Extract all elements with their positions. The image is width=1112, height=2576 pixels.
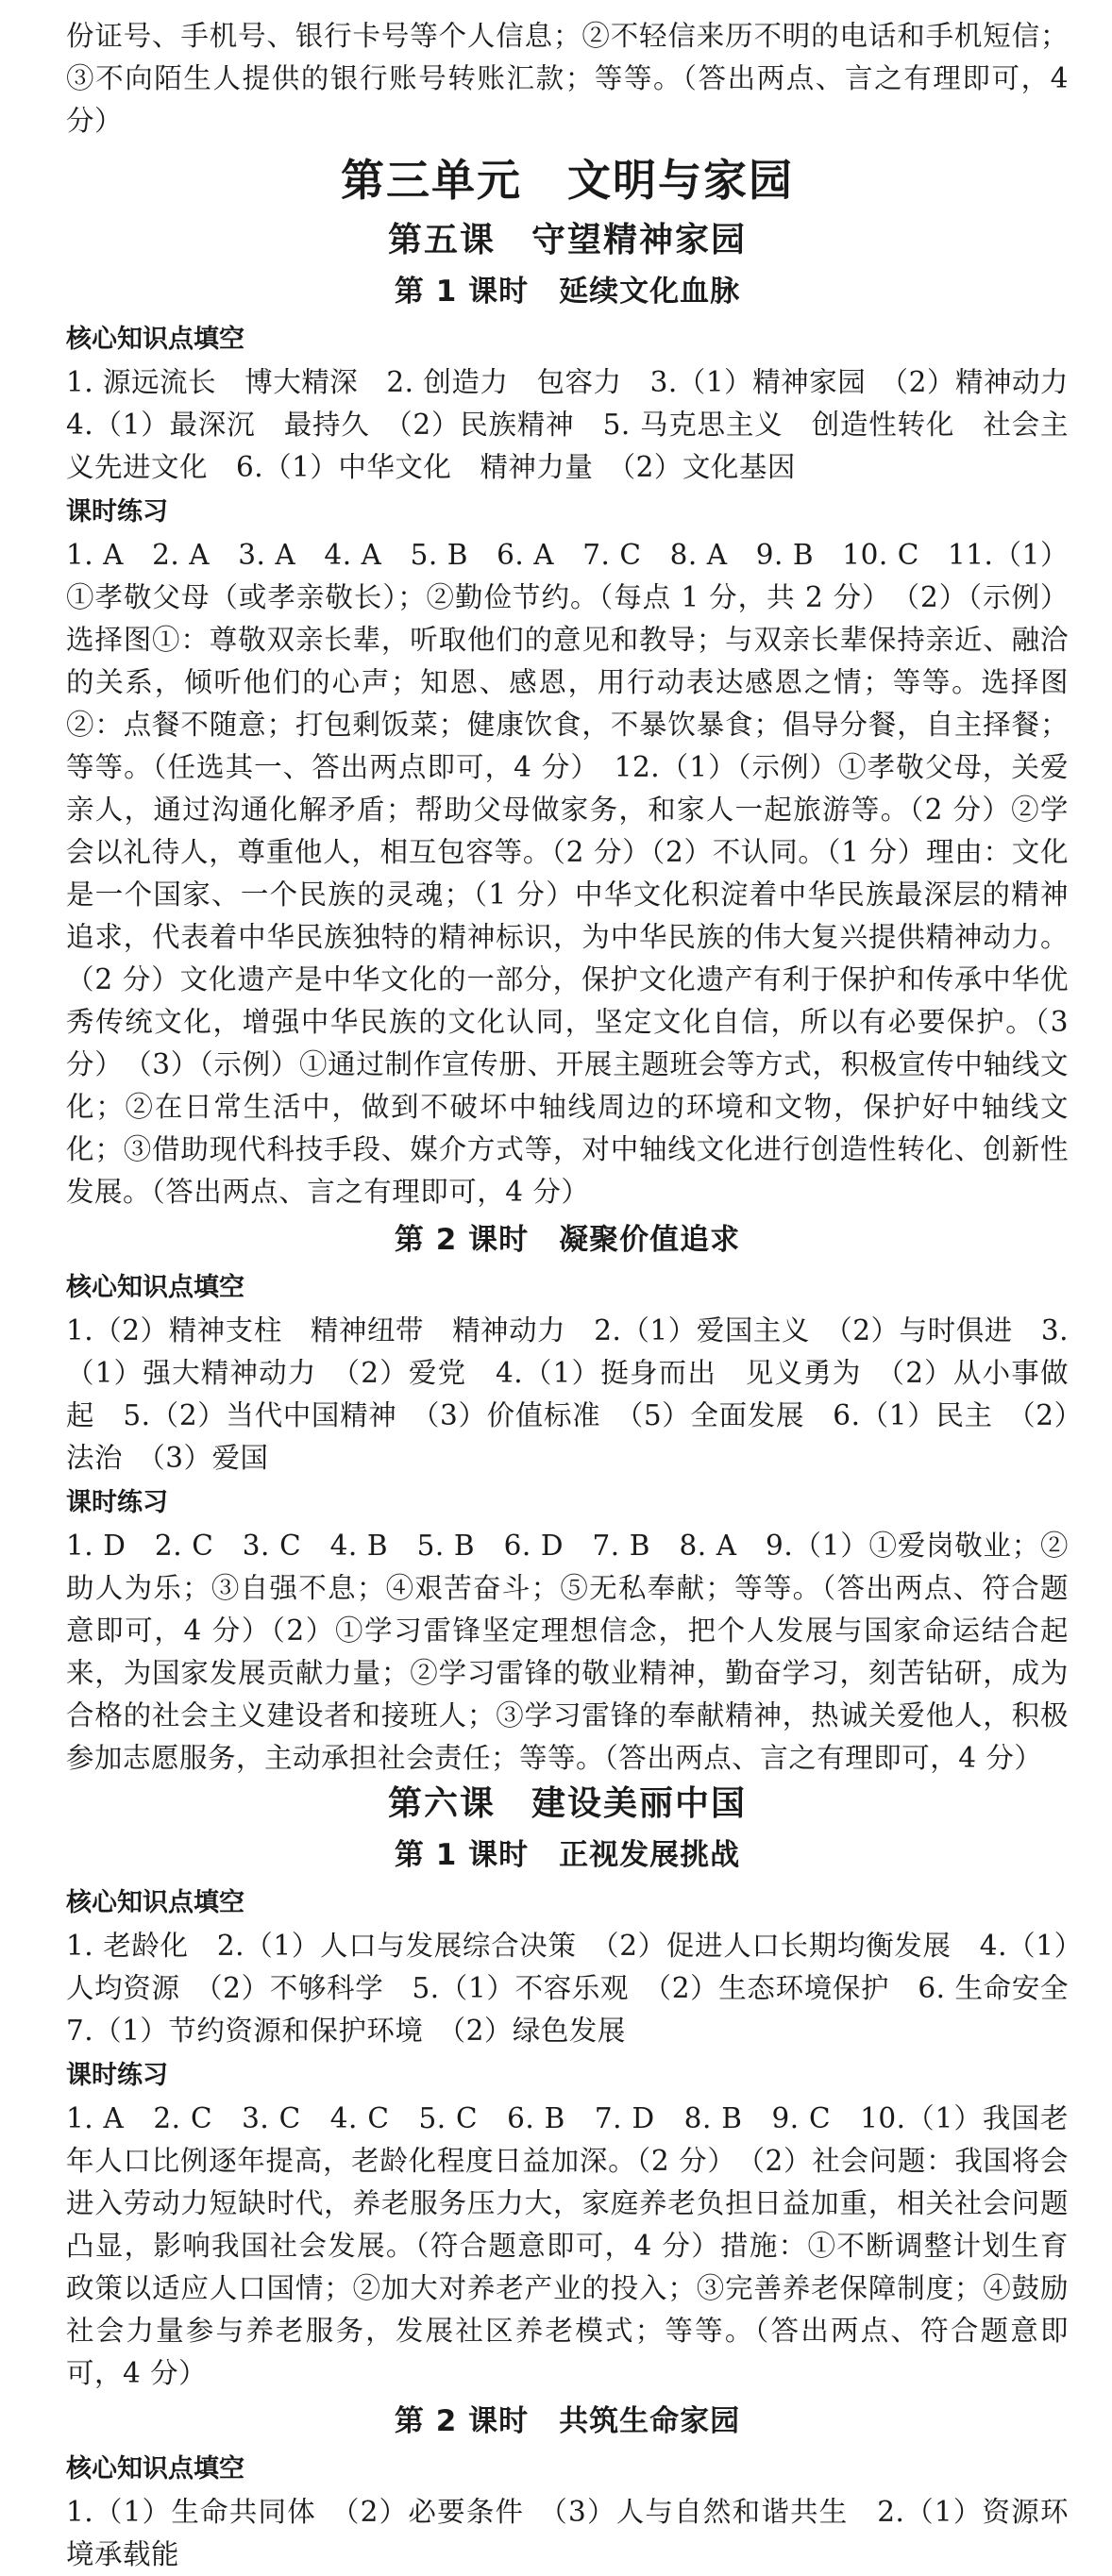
core-knowledge-answers: 1.（2）精神支柱 精神纽带 精神动力 2.（1）爱国主义 （2）与时俱进 3.（1）强大精神动力 （2）爱党 4.（1）挺身而出 见义勇为 （2）从小事做起 5.（2）当代中国精神 （3）价值标准 （5）全面发展 6.（1）民主 （2）法治 （3）爱国 [66, 1314, 1069, 1474]
practice-answers: 1. D 2. C 3. C 4. B 5. B 6. D 7. B 8. A 9.（1）①爱岗敬业；②助人为乐；③自强不息；④艰苦奋斗；⑤无私奉献；等等。（答出两点、符合题意即可，4 分）（2）①学习雷锋坚定理想信念，把个人发展与国家命运结合起来，为国家发展贡献力量；②学习雷锋的敬业精神，勤奋学习，刻苦钻研，成为合格的社会主义建设者和接班人；③学习雷锋的奉献精神，热诚关爱他人，积极参加志愿服务，主动承担社会责任；等等。（答出两点、言之有理即可，4 分） [66, 1530, 1069, 1774]
core-knowledge-answers: 1. 老龄化 2.（1）人口与发展综合决策 （2）促进人口长期均衡发展 4.（1）人均资源 （2）不够科学 5.（1）不容乐观 （2）生态环境保护 6. 生命安全 7.（1）节约资源和保护环境 （2）绿色发展 [66, 1930, 1098, 2047]
core-knowledge-label: 核心知识点填空 [66, 1273, 244, 1302]
period-title: 第 1 课时 延续文化血脉 [394, 275, 741, 309]
practice-answers: 1. A 2. A 3. A 4. A 5. B 6. A 7. C 8. A 9. B 10. C 11.（1）①孝敬父母（或孝亲敬长）；②勤俭节约。（每点 1 分，共 2 分） （2）（示例）选择图①：尊敬双亲长辈，听取他们的意见和教导；与双亲长辈保持亲近、融洽的关系，倾听他们的心声；知恩、感恩，用行动表达感恩之情；等等。选择图②：点餐不随意；打包剩饭菜；健康饮食，不暴饮暴食；倡导分餐，自主择餐；等等。（任选其一、答出两点即可，4 分） 12.（1）（示例）①孝敬父母，关爱亲人，通过沟通化解矛盾；帮助父母做家务，和家人一起旅游等。（2 分）②学会以礼待人，尊重他人，相互包容等。（2 分）（2）不认同。（1 分）理由：文化是一个国家、一个民族的灵魂；（1 分）中华文化积淀着中华民族最深层的精神追求，代表着中华民族独特的精神标识，为中华民族的伟大复兴提供精神动力。（2 分）文化遗产是中华文化的一部分，保护文化遗产有利于保护和传承中华优秀传统文化，增强中华民族的文化认同，坚定文化自信，所以有必要保护。（3 分） （3）（示例）①通过制作宣传册、开展主题班会等方式，积极宣传中轴线文化；②在日常生活中，做到不破坏中轴线周边的环境和文物，保护好中轴线文化；③借助现代科技手段、媒介方式等，对中轴线文化进行创造性转化、创新性发展。（答出两点、言之有理即可，4 分） [66, 539, 1069, 1208]
practice-label: 课时练习 [66, 1488, 168, 1517]
period-title: 第 2 课时 共筑生命家园 [394, 2404, 741, 2438]
period-title: 第 1 课时 正视发展挑战 [394, 1838, 741, 1872]
core-knowledge-label: 核心知识点填空 [66, 1888, 244, 1917]
lesson-6 [66, 1780, 1098, 2576]
lesson-5-period-1 [66, 269, 1098, 1213]
core-knowledge-label: 核心知识点填空 [66, 2454, 244, 2484]
lesson-5-title: 第五课 守望精神家园 [387, 221, 747, 259]
practice-label: 课时练习 [66, 497, 168, 527]
period-title: 第 2 课时 凝聚价值追求 [394, 1223, 741, 1257]
lesson-6-period-1 [66, 1832, 1098, 2395]
intro-paragraph: 份证号、手机号、银行卡号等个人信息；②不轻信来历不明的电话和手机短信；③不向陌生人提供的银行账号转账汇款；等等。（答出两点、言之有理即可，4分） [66, 20, 1069, 137]
practice-label: 课时练习 [66, 2061, 168, 2090]
lesson-5-period-2 [66, 1217, 1069, 1780]
unit-title: 第三单元 文明与家园 [341, 155, 794, 206]
core-knowledge-answers: 1.（1）生命共同体 （2）必要条件 （3）人与自然和谐共生 2.（1）资源环境承载能 [66, 2496, 1069, 2570]
lesson-6-title: 第六课 建设美丽中国 [387, 1784, 747, 1823]
lesson-6-period-2 [66, 2399, 1069, 2576]
core-knowledge-label: 核心知识点填空 [66, 325, 244, 354]
core-knowledge-answers: 1. 源远流长 博大精深 2. 创造力 包容力 3.（1）精神家园 （2）精神动力 4.（1）最深沉 最持久 （2）民族精神 5. 马克思主义 创造性转化 社会主义先进文化 6.（1）中华文化 精神力量 （2）文化基因 [66, 366, 1098, 483]
lesson-5 [66, 216, 1098, 1780]
practice-answers: 1. A 2. C 3. C 4. C 5. C 6. B 7. D 8. B 9. C 10.（1）我国老年人口比例逐年提高，老龄化程度日益加深。（2 分） （2）社会问题：我国将会进入劳动力短缺时代，养老服务压力大，家庭养老负担日益加重，相关社会问题凸显，影响我国社会发展。（符合题意即可，4 分）措施：①不断调整计划生育政策以适应人口国情；②加大对养老产业的投入；③完善养老保障制度；④鼓励社会力量参与养老服务，发展社区养老模式；等等。（答出两点、符合题意即可，4 分） [66, 2102, 1069, 2389]
